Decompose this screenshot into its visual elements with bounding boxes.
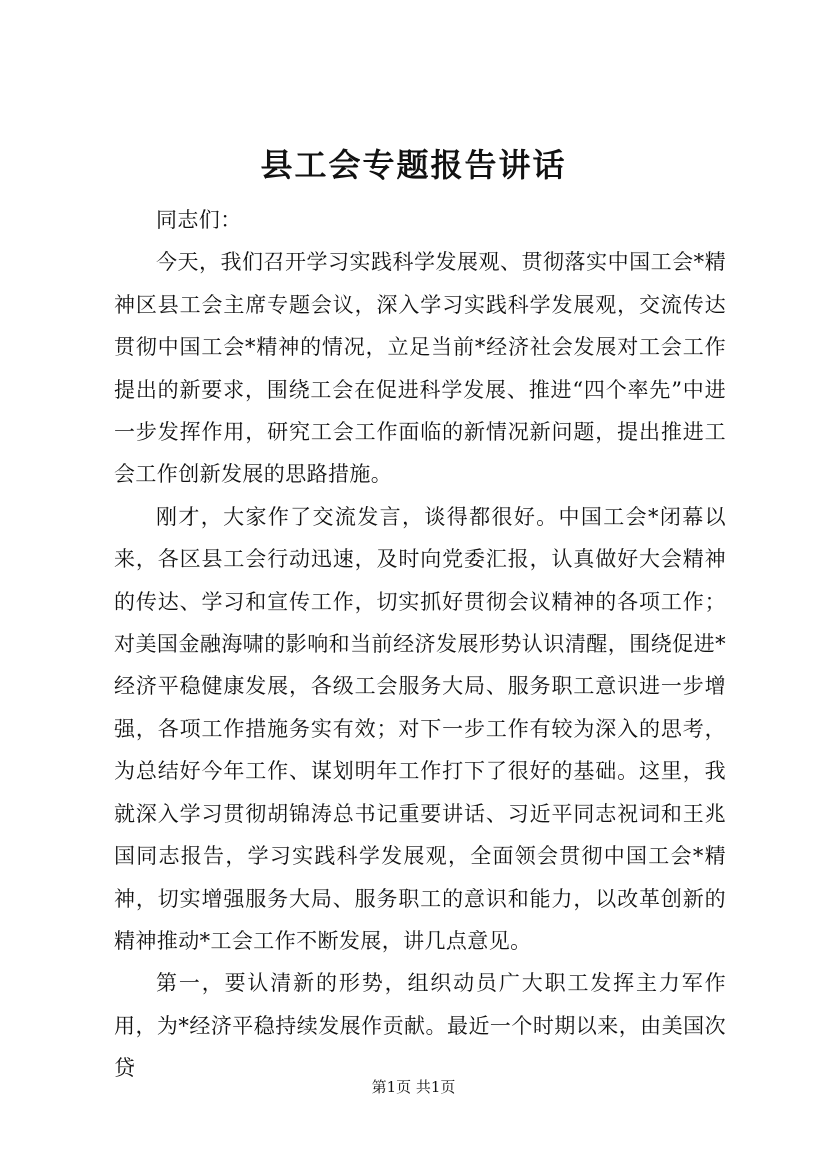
paragraph-3: 第一，要认清新的形势，组织动员广大职工发挥主力军作用，为*经济平稳持续发展作贡献。最近一个时期以来，由美国次贷 xyxy=(114,971,726,1081)
greeting: 同志们： xyxy=(156,208,242,232)
page-footer: 第1页 共1页 xyxy=(371,1078,456,1096)
document-body xyxy=(114,199,726,1090)
paragraph-2: 刚才，大家作了交流发言，谈得都很好。中国工会*闭幕以来，各区县工会行动迅速，及时向党委汇报，认真做好大会精神的传达、学习和宣传工作，切实抓好贯彻会议精神的各项工作；对美国金融海啸的影响和当前经济发展形势认识清醒，围绕促进*经济平稳健康发展，各级工会服务大局、服务职工意识进一步增强，各项工作措施务实有效；对下一步工作有较为深入的思考，为总结好今年工作、谋划明年工作打下了很好的基础。这里，我就深入学习贯彻胡锦涛总书记重要讲话、习近平同志祝词和王兆国同志报告，学习实践科学发展观，全面领会贯彻中国工会*精神，切实增强服务大局、服务职工的意识和能力，以改革创新的精神推动*工会工作不断发展，讲几点意见。 xyxy=(114,504,726,953)
document-title: 县工会专题报告讲话 xyxy=(260,146,567,184)
paragraph-1: 今天，我们召开学习实践科学发展观、贯彻落实中国工会*精神区县工会主席专题会议，深入学习实践科学发展观，交流传达贯彻中国工会*精神的情况，立足当前*经济社会发展对工会工作提出的新要求，围绕工会在促进科学发展、推进“四个率先”中进一步发挥作用，研究工会工作面临的新情况新问题，提出推进工会工作创新发展的思路措施。 xyxy=(114,250,726,487)
